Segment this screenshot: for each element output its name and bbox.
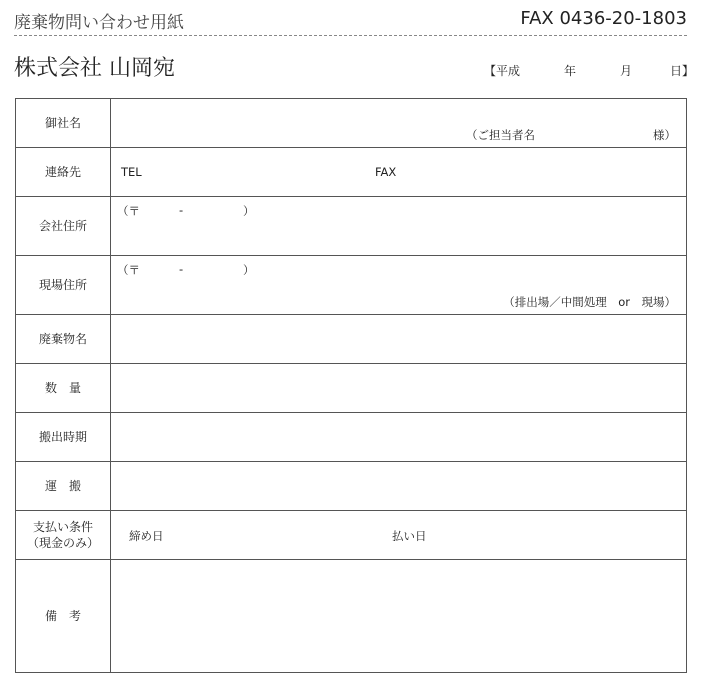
contact-person-label: （ご担当者名 [466,128,535,142]
label-payment-line1: 支払い条件 [32,520,93,534]
quantity-field[interactable] [111,364,686,412]
company-name-field[interactable] [111,99,686,147]
date-year: 年 [564,64,577,78]
addressee: 株式会社 山岡宛 [14,56,175,81]
label-contact: 連絡先 [16,148,111,196]
fax-label: FAX [375,165,397,179]
inquiry-form [15,98,687,673]
row-waste-name [16,315,686,364]
postal-open: （〒 [117,204,140,218]
payment-field[interactable] [111,511,686,559]
date-month: 月 [620,64,633,78]
fax-number: FAX 0436-20-1803 [520,8,687,29]
remarks-field[interactable] [111,560,686,672]
header-divider [14,35,687,36]
label-transport: 運 搬 [16,462,111,510]
row-contact [16,148,686,197]
contact-field[interactable] [111,148,686,196]
row-company-name [16,99,686,148]
header [14,6,687,34]
date-era: 【平成 [484,64,521,78]
date-day: 日】 [670,64,695,78]
waste-name-field[interactable] [111,315,686,363]
row-removal-date [16,413,686,462]
date-field [484,62,695,78]
label-company-address: 会社住所 [16,197,111,255]
row-site-address [16,256,686,315]
postal-open: （〒 [117,263,140,277]
label-waste-name: 廃棄物名 [16,315,111,363]
honorific-label: 様） [653,128,676,142]
label-removal-date: 搬出時期 [16,413,111,461]
form-title: 廃棄物問い合わせ用紙 [14,13,184,33]
label-quantity: 数 量 [16,364,111,412]
label-remarks: 備 考 [16,560,111,672]
label-payment [16,511,111,559]
row-remarks [16,560,686,672]
transport-field[interactable] [111,462,686,510]
postal-close: ） [243,204,255,218]
row-transport [16,462,686,511]
row-payment [16,511,686,560]
postal-dash: - [179,262,184,276]
tel-label: TEL [121,165,142,179]
site-address-field[interactable] [111,256,686,314]
label-site-address: 現場住所 [16,256,111,314]
row-quantity [16,364,686,413]
postal-dash: - [179,203,184,217]
pay-day-label: 払い日 [392,529,427,543]
label-company-name: 御社名 [16,99,111,147]
removal-date-field[interactable] [111,413,686,461]
company-address-field[interactable] [111,197,686,255]
site-type-note: （排出場／中間処理 or 現場） [503,295,676,309]
row-company-address [16,197,686,256]
label-payment-line2: （現金のみ） [26,536,99,550]
postal-close: ） [243,263,255,277]
closing-day-label: 締め日 [129,529,164,543]
